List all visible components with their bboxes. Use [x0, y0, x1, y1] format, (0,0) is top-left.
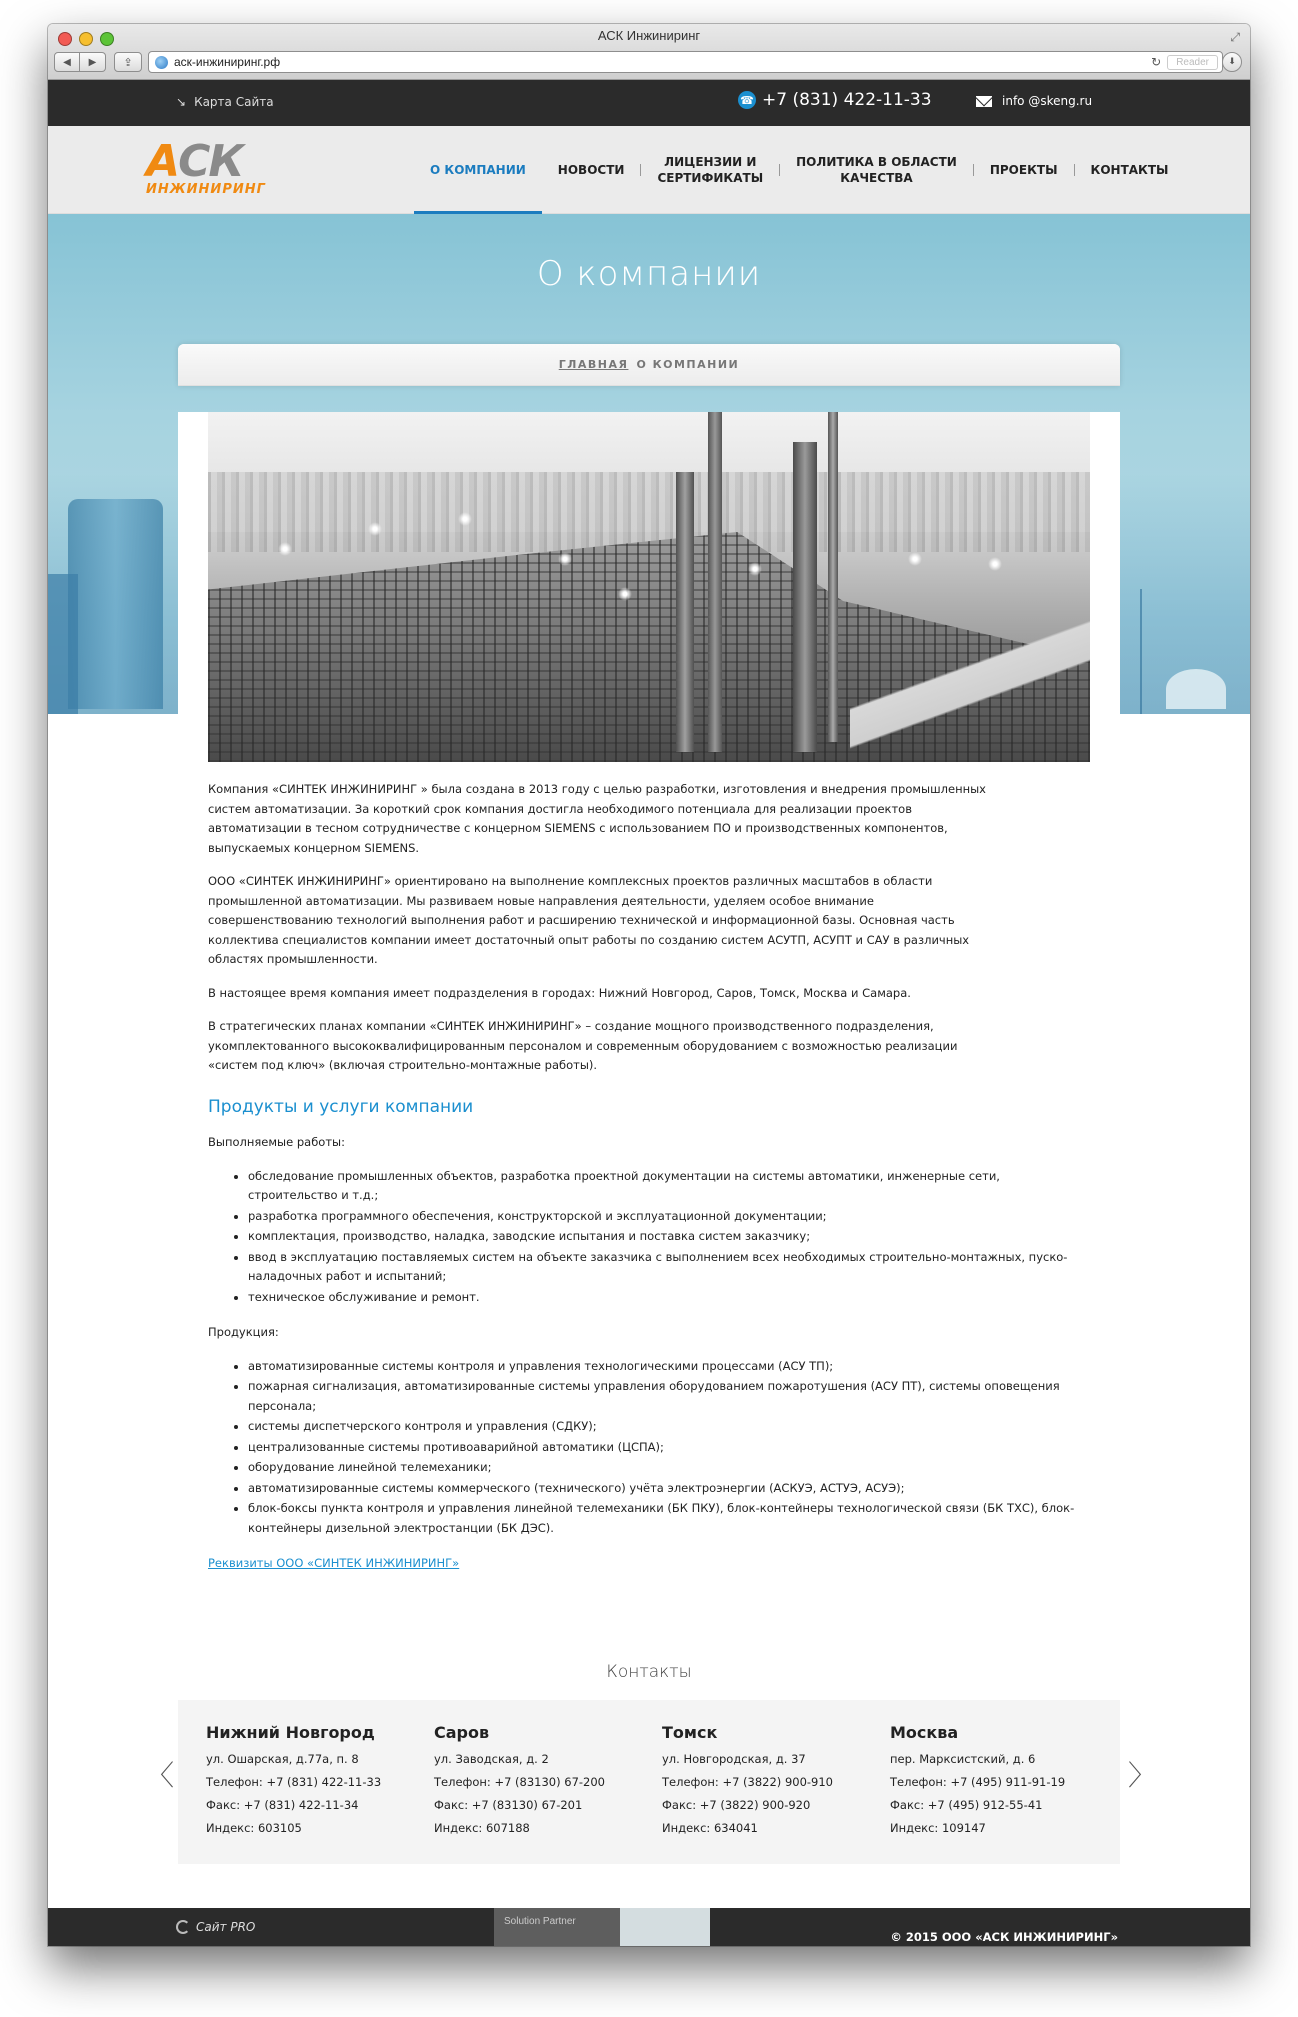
site-footer: [48, 1908, 1250, 1946]
city-address: ул. Ошарская, д.77а, п. 8: [206, 1752, 359, 1766]
list-item: • автоматизированные системы контроля и управления технологическими процессами (АСУ ТП);: [248, 1357, 1090, 1377]
photo-light: [558, 552, 572, 566]
nav-item-quality-policy[interactable]: ПОЛИТИКА В ОБЛАСТИ КАЧЕСТВА: [796, 155, 957, 185]
back-button[interactable]: ◀: [54, 52, 80, 72]
email-contact[interactable]: [976, 94, 1092, 108]
downloads-button[interactable]: ⬇: [1222, 52, 1242, 72]
photo-column: [708, 412, 722, 752]
city-name: Томск: [662, 1723, 718, 1742]
history-buttons: [54, 52, 106, 72]
photo-column: [676, 472, 694, 752]
site-topbar: [48, 80, 1250, 126]
photo-road: [850, 592, 1090, 762]
city-address: пер. Марксистский, д. 6: [890, 1752, 1036, 1766]
about-paragraph: В стратегических планах компании «СИНТЕК ИНЖИНИРИНГ» – создание мощного производственного подразделения, укомплектованного высококвалифицированным персоналом и современным оборудованием с возможностью реализации «систем под ключ» (включая строительно-монтажные работы).: [208, 1019, 958, 1072]
logo-mark: АСК: [146, 136, 243, 187]
photo-light: [278, 542, 292, 556]
city-card: [434, 1720, 654, 1840]
city-name: Москва: [890, 1723, 959, 1742]
nav-item-contacts[interactable]: КОНТАКТЫ: [1090, 163, 1169, 177]
list-item: • техническое обслуживание и ремонт.: [248, 1288, 1090, 1308]
photo-light: [748, 562, 762, 576]
list-item: • оборудование линейной телемеханики;: [248, 1458, 1090, 1478]
list-item: • разработка программного обеспечения, конструкторской и эксплуатационной документации;: [248, 1207, 1090, 1227]
list-item: • ввод в эксплуатацию поставляемых систем на объекте заказчика с выполнением всех необходимых строительно-монтажных, пуско-наладочных работ и испытаний;: [248, 1248, 1090, 1287]
city-fax: Факс: +7 (495) 912-55-41: [890, 1798, 1043, 1812]
list-item: • комплектация, производство, наладка, заводские испытания и поставка систем заказчику;: [248, 1227, 1090, 1247]
logo-subtitle: ИНЖИНИРИНГ: [146, 182, 266, 197]
list-item: • обследование промышленных объектов, разработка проектной документации на системы автоматики, инженерные сети, строительство и т.д.;: [248, 1167, 1090, 1206]
site-logo[interactable]: [146, 136, 326, 202]
city-fax: Факс: +7 (831) 422-11-34: [206, 1798, 359, 1812]
share-button[interactable]: ⇪: [114, 52, 142, 72]
photo-column: [828, 412, 838, 742]
photo-light: [368, 522, 382, 536]
city-address: ул. Новгородская, д. 37: [662, 1752, 806, 1766]
contacts-carousel: [178, 1700, 1120, 1864]
phone-icon: ☎: [738, 91, 756, 109]
city-index: Индекс: 607188: [434, 1821, 530, 1835]
works-heading: Выполняемые работы:: [208, 1135, 346, 1149]
photo-haze: [208, 472, 1090, 552]
globe-icon: [155, 56, 168, 69]
phone-number: +7 (831) 422-11-33: [762, 90, 932, 110]
about-paragraph: В настоящее время компания имеет подразделения в городах: Нижний Новгород, Саров, Томск, Москва и Самара.: [208, 985, 911, 1000]
city-card: [206, 1720, 426, 1840]
email-address: info @skeng.ru: [1002, 94, 1093, 108]
hero-dish-image: [1166, 669, 1226, 709]
products-heading: Продукция:: [208, 1325, 279, 1339]
list-item: • пожарная сигнализация, автоматизированные системы управления оборудованием пожаротушения (АСУ ПТ), системы оповещения персонала;: [248, 1377, 1090, 1416]
city-index: Индекс: 109147: [890, 1821, 986, 1835]
partner-logo-image[interactable]: [620, 1908, 710, 1946]
url-text[interactable]: аск-инжиниринг.рф: [174, 55, 281, 69]
list-item: • блок-боксы пункта контроля и управления линейной телемеханики (БК ПКУ), блок-контейнеры технологической связи (БК ТХС), блок-контейнеры дизельной электростанции (БК ДЭС).: [248, 1499, 1090, 1538]
developer-logo[interactable]: [176, 1920, 255, 1934]
city-fax: Факс: +7 (83130) 67-201: [434, 1798, 583, 1812]
city-card: [662, 1720, 882, 1840]
about-paragraph: Компания «СИНТЕК ИНЖИНИРИНГ » была создана в 2013 году с целью разработки, изготовления и внедрения промышленных систем автоматизации. За короткий срок компания достигла необходимого потенциала для реализации проектов автоматизации в тесном сотрудничестве с концерном SIEMENS с использованием ПО и производственных компонентов, выпускаемых концерном SIEMENS.: [208, 782, 986, 855]
nav-item-about[interactable]: О КОМПАНИИ: [414, 126, 542, 214]
about-text: [208, 780, 1075, 1574]
city-phone: Телефон: +7 (83130) 67-200: [434, 1775, 605, 1789]
forward-button[interactable]: ▶: [80, 52, 106, 72]
city-name: Нижний Новгород: [206, 1723, 375, 1742]
swirl-icon: [176, 1920, 190, 1934]
contacts-title: Контакты: [606, 1662, 692, 1682]
breadcrumb: [178, 344, 1120, 386]
nav-item-projects[interactable]: ПРОЕКТЫ: [989, 163, 1058, 177]
nav-item-licenses[interactable]: ЛИЦЕНЗИИ И СЕРТИФИКАТЫ: [657, 155, 764, 185]
city-fax: Факс: +7 (3822) 900-920: [662, 1798, 811, 1812]
photo-light: [988, 557, 1002, 571]
site-header: [48, 126, 1250, 214]
phone-contact[interactable]: [738, 90, 932, 110]
carousel-next-button[interactable]: 〉: [1128, 1759, 1157, 1792]
browser-titlebar: [48, 24, 1250, 80]
hero-silo-image: [68, 499, 163, 709]
refinery-photo: [208, 412, 1090, 762]
window-title: АСК Инжиниринг: [597, 28, 701, 43]
developer-logo-text: Сайт PRO: [196, 1920, 256, 1934]
photo-light: [618, 587, 632, 601]
breadcrumb-current: О КОМПАНИИ: [636, 358, 740, 371]
envelope-icon: [976, 96, 992, 107]
arrow-down-right-icon: ↘: [176, 95, 187, 109]
reload-icon[interactable]: ↻: [1151, 55, 1162, 69]
list-item: • автоматизированные системы коммерческого (технического) учёта электроэнергии (АСКУЭ, АСТУЭ, АСУЭ);: [248, 1479, 1090, 1499]
city-index: Индекс: 603105: [206, 1821, 302, 1835]
copyright-text: © 2015 ООО «АСК ИНЖИНИРИНГ»: [890, 1930, 1118, 1944]
products-section-title: Продукты и услуги компании: [208, 1096, 474, 1117]
photo-light: [908, 552, 922, 566]
hero-structure-image: [48, 574, 78, 714]
city-name: Саров: [434, 1723, 490, 1742]
partner-badge[interactable]: Solution Partner: [494, 1908, 620, 1946]
city-address: ул. Заводская, д. 2: [434, 1752, 549, 1766]
list-item: • системы диспетчерского контроля и управления (СДКУ);: [248, 1417, 1090, 1437]
works-list: [208, 1167, 1090, 1308]
city-phone: Телефон: +7 (495) 911-91-19: [890, 1775, 1066, 1789]
products-list: [208, 1357, 1090, 1539]
main-content: [178, 412, 1120, 1574]
city-phone: Телефон: +7 (3822) 900-910: [662, 1775, 833, 1789]
main-navigation: [414, 126, 1184, 214]
sitemap-label: Карта Сайта: [194, 95, 274, 109]
reader-button[interactable]: Reader: [1167, 55, 1218, 70]
fullscreen-icon[interactable]: ⤢: [1230, 30, 1240, 44]
sitemap-link[interactable]: [176, 95, 274, 109]
about-paragraph: ООО «СИНТЕК ИНЖИНИРИНГ» ориентировано на выполнение комплексных проектов различных масштабов в области промышленной автоматизации. Мы развиваем новые направления деятельности, уделяем особое внимание совершенствованию технологий выполнения работ и расширению технической и информационной базы. Основная часть коллектива специалистов компании имеет достаточный опыт работы по созданию систем АСУТП, АСУПТ и САУ в различных областях промышленности.: [208, 874, 970, 966]
city-phone: Телефон: +7 (831) 422-11-33: [206, 1775, 382, 1789]
requisites-link[interactable]: Реквизиты ООО «СИНТЕК ИНЖИНИРИНГ»: [208, 1556, 460, 1570]
content-card-top: [178, 344, 1120, 386]
photo-column: [793, 442, 817, 752]
city-index: Индекс: 634041: [662, 1821, 758, 1835]
carousel-prev-button[interactable]: 〈: [146, 1759, 175, 1792]
city-card: [890, 1720, 1110, 1840]
nav-item-news[interactable]: НОВОСТИ: [557, 163, 625, 177]
browser-window: [48, 24, 1250, 1946]
breadcrumb-home-link[interactable]: ГЛАВНАЯ: [558, 358, 629, 371]
page-title: О компании: [536, 254, 762, 294]
photo-light: [458, 512, 472, 526]
list-item: • централизованные системы противоаварийной автоматики (ЦСПА);: [248, 1438, 1090, 1458]
address-bar[interactable]: [148, 51, 1223, 73]
